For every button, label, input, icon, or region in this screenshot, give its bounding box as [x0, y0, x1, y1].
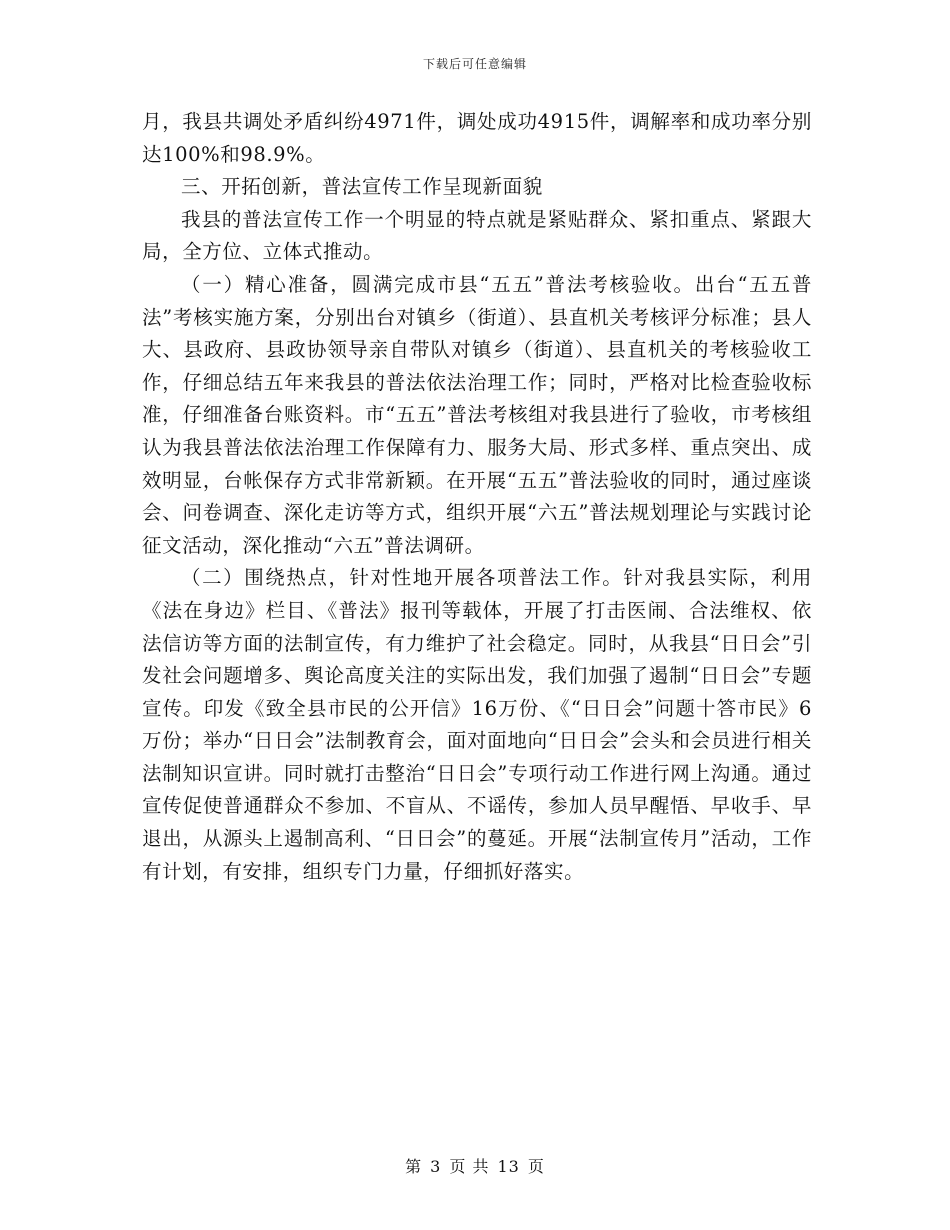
footer-total-pages: 13	[497, 1157, 520, 1176]
footer-middle: 页 共	[449, 1157, 490, 1176]
document-body	[142, 106, 812, 888]
footer-prefix: 第	[405, 1157, 423, 1176]
paragraph-continuation: 月，我县共调处矛盾纠纷4971件，调处成功4915件，调解率和成功率分别达100%和98.9%。	[142, 110, 812, 166]
paragraph-item-2: （二）围绕热点，针对性地开展各项普法工作。针对我县实际，利用《法在身边》栏目、《普法》报刊等载体，开展了打击医闹、合法维权、依法信访等方面的法制宣传，有力维护了社会稳定。同时，从我县“日日会”引发社会问题增多、舆论高度关注的实际出发，我们加强了遏制“日日会”专题宣传。印发《致全县市民的公开信》16万份、《“日日会”问题十答市民》6万份；举办“日日会”法制教育会，面对面地向“日日会”会头和会员进行相关法制知识宣讲。同时就打击整治“日日会”专项行动工作进行网上沟通。通过宣传促使普通群众不参加、不盲从、不谣传，参加人员早醒悟、早收手、早退出，从源头上遏制高利、“日日会”的蔓延。开展“法制宣传月”活动，工作有计划，有安排，组织专门力量，仔细抓好落实。	[142, 566, 812, 883]
paragraph-intro: 我县的普法宣传工作一个明显的特点就是紧贴群众、紧扣重点、紧跟大局，全方位、立体式推动。	[142, 207, 812, 264]
footer-suffix: 页	[527, 1157, 545, 1176]
paragraph-item-1: （一）精心准备，圆满完成市县“五五”普法考核验收。出台“五五普法”考核实施方案，分别出台对镇乡（街道）、县直机关考核评分标准；县人大、县政府、县政协领导亲自带队对镇乡（街道）、县直机关的考核验收工作，仔细总结五年来我县的普法依法治理工作；同时，严格对比检查验收标准，仔细准备台账资料。市“五五”普法考核组对我县进行了验收，市考核组认为我县普法依法治理工作保障有力、服务大局、形式多样、重点突出、成效明显，台帐保存方式非常新颖。在开展“五五”普法验收的同时，通过座谈会、问卷调查、深化走访等方式，组织开展“六五”普法规划理论与实践讨论征文活动，深化推动“六五”普法调研。	[142, 272, 812, 557]
page-footer	[0, 1154, 950, 1177]
section-heading: 三、开拓创新，普法宣传工作呈现新面貌	[181, 175, 543, 199]
footer-current-page: 3	[430, 1157, 442, 1176]
page-header: 下载后可任意编辑	[422, 57, 527, 71]
